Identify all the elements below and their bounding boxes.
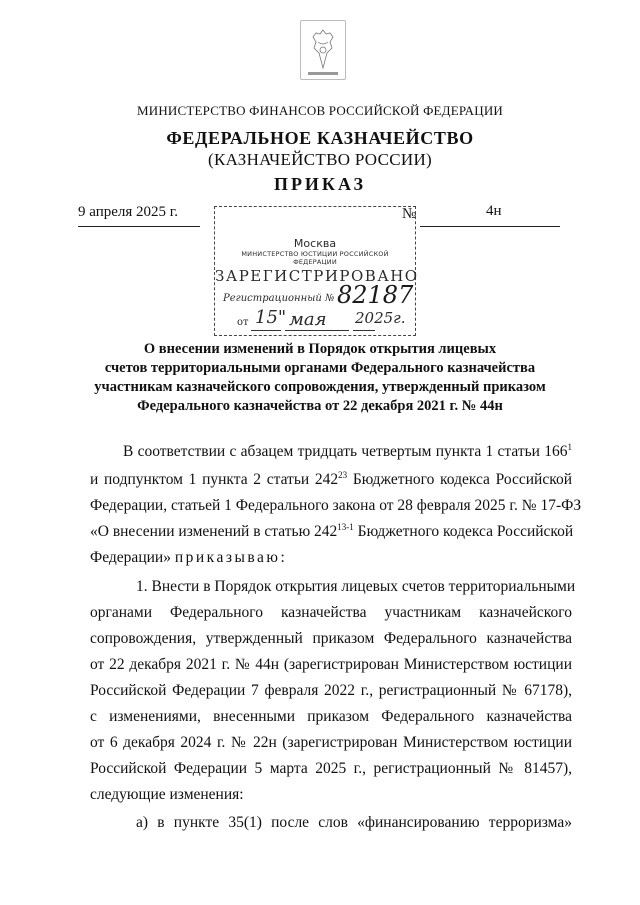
text-run: «О внесении изменений в статью 242 [90,523,338,540]
superscript: 13-1 [337,521,354,532]
stamp-reg-number: 82187 [337,281,414,309]
text-run: Федерации» [90,549,175,566]
number-sign: № [402,206,417,222]
paragraph-line: сопровождения, утвержденный приказом Федерального казначейства [90,630,572,647]
paragraph-line: Российской Федерации 7 февраля 2022 г., регистрационный № 67178), [90,682,572,699]
paragraph-line: 1. Внести в Порядок открытия лицевых счетов территориальными [136,578,576,595]
stamp-ministry-justice: МИНИСТЕРСТВО ЮСТИЦИИ РОССИЙСКОЙ ФЕДЕРАЦИИ [241,250,389,266]
superscript: 23 [338,469,348,480]
spaced-word: приказываю: [174,549,288,566]
ministry-name: МИНИСТЕРСТВО ФИНАНСОВ РОССИЙСКОЙ ФЕДЕРАЦИИ [136,103,504,118]
paragraph-line: от 6 декабря 2024 г. № 22н (зарегистрирован Министерством юстиции [90,734,572,751]
text-run: В соответствии с абзацем тридцать четвертым пункта 1 статьи 166 [123,443,568,460]
text-run: Бюджетного кодекса Российской [347,471,573,488]
agency-name: ФЕДЕРАЛЬНОЕ КАЗНАЧЕЙСТВО [166,128,474,148]
stamp-from-label: от [237,317,249,328]
title-line: счетов территориальными органами Федерального казначейства [104,360,536,376]
stamp-reg-label: Регистрационный № [223,293,335,304]
order-date: 9 апреля 2025 г. [78,204,178,220]
document-type: ПРИКАЗ [273,174,367,194]
paragraph-line: с изменениями, внесенными приказом Федерального казначейства [90,708,572,725]
stamp-year: 2025г. [355,309,406,327]
title-line: участникам казначейского сопровождения, утвержденный приказом [94,379,546,395]
stamp-day: 15" [255,307,287,328]
paragraph-line [90,549,572,567]
superscript: 1 [567,441,572,452]
paragraph-line: следующие изменения: [90,786,244,803]
stamp-month: мая [289,309,327,330]
paragraph-line [90,471,572,489]
stamp-registered: ЗАРЕГИСТРИРОВАНО [215,267,419,285]
paragraph-line: органами Федерального казначейства участникам казначейского [90,604,572,621]
paragraph-line: от 22 декабря 2021 г. № 44н (зарегистрирован Министерством юстиции [90,656,572,673]
paragraph-line [90,443,572,461]
title-line: Федерального казначейства от 22 декабря 2021 г. № 44н [137,398,503,414]
agency-short-name: (КАЗНАЧЕЙСТВО РОССИИ) [208,150,432,169]
paragraph-line: Российской Федерации 5 марта 2025 г., регистрационный № 81457), [90,760,572,777]
text-run: и подпунктом 1 пункта 2 статьи 242 [90,471,339,488]
paragraph-line [90,523,572,541]
order-body [90,0,582,905]
order-number: 4н [486,203,502,219]
stamp-city: Москва [293,237,337,250]
text-run: Бюджетного кодекса Российской [353,523,574,540]
title-line: О внесении изменений в Порядок открытия лицевых [143,341,497,357]
paragraph-line: Федерации, статьей 1 Федерального закона от 28 февраля 2025 г. № 17-ФЗ [90,497,582,514]
paragraph-line: а) в пункте 35(1) после слов «финансированию терроризма» [136,814,572,831]
